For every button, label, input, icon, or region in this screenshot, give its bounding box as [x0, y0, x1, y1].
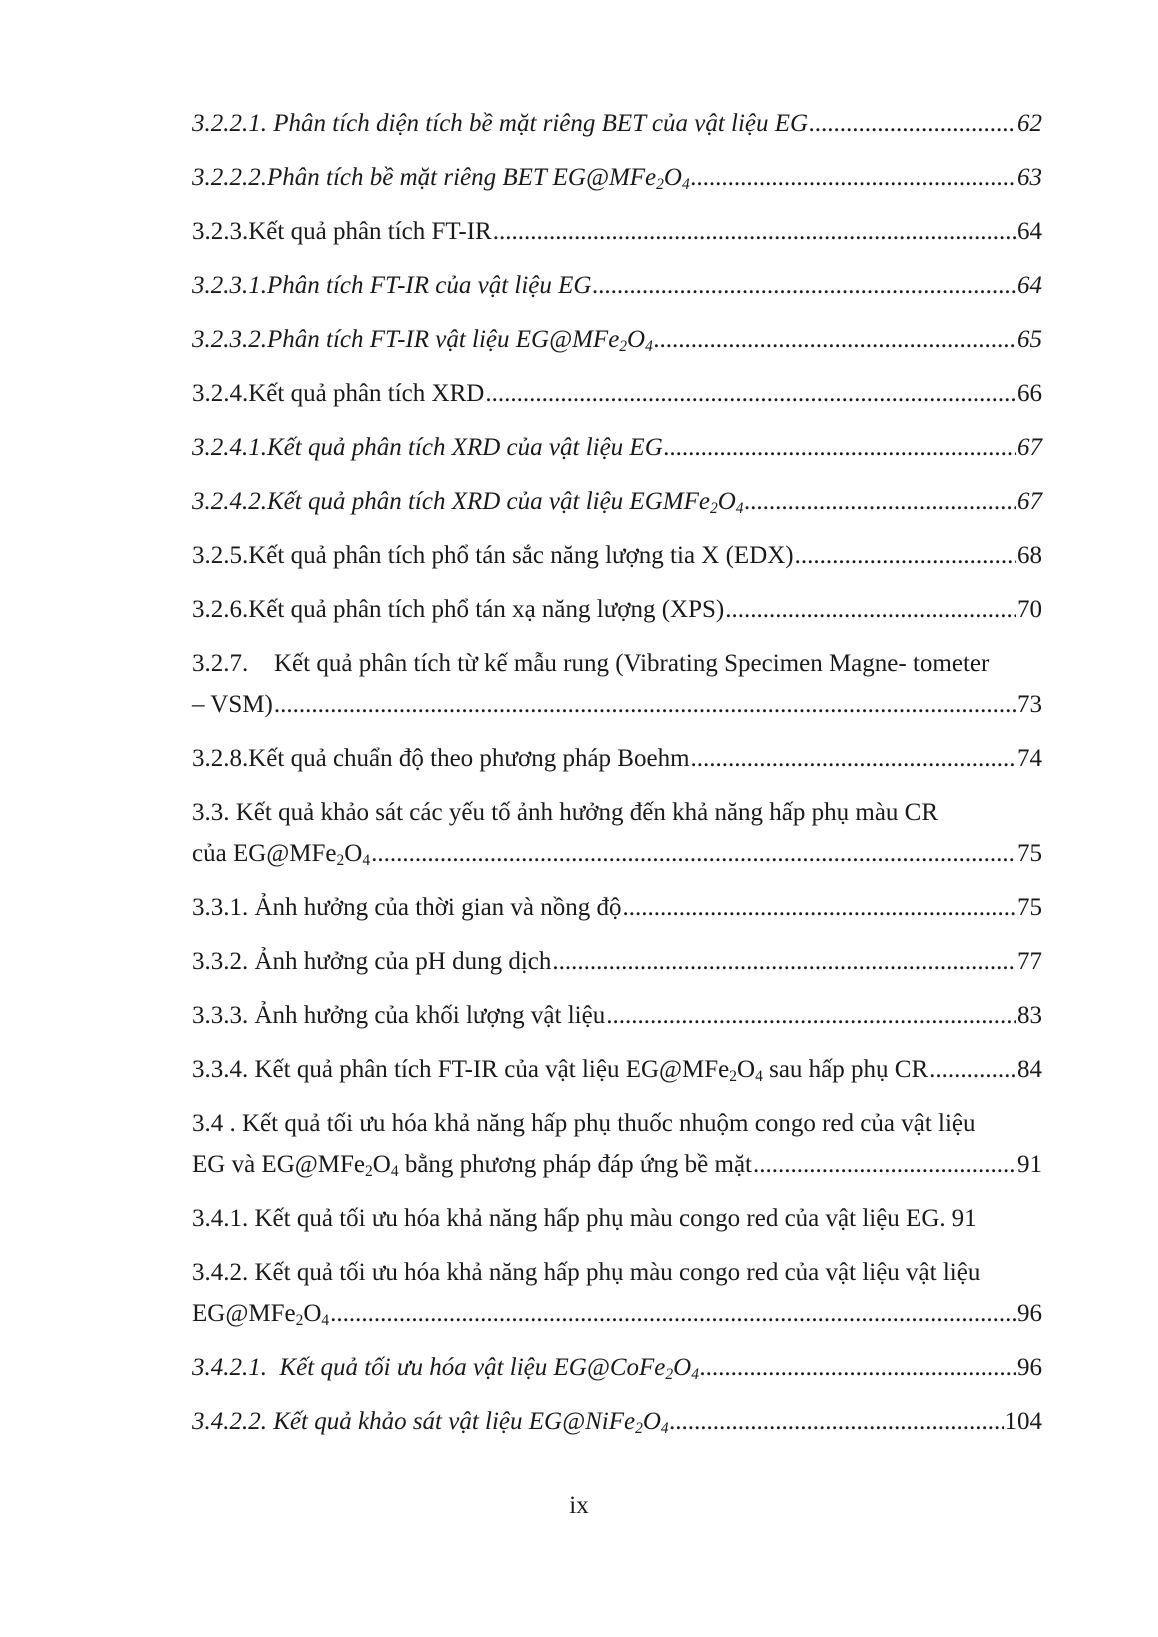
dot-leader [691, 157, 1016, 198]
toc-entry[interactable] [192, 1347, 1042, 1388]
dot-leader [485, 373, 1016, 414]
toc-title: 3.4.2.1. Kết quả tối ưu hóa vật liệu $EG@CoFe_2O_4$ [192, 1354, 699, 1383]
toc-entry[interactable] [192, 643, 1042, 725]
toc-page: 67 [1017, 434, 1042, 461]
toc-entry[interactable] [192, 211, 1042, 252]
table-of-contents [192, 103, 1042, 1455]
dot-leader [664, 427, 1016, 468]
toc-entry[interactable] [192, 103, 1042, 144]
toc-title: 3.4 . Kết quả tối ưu hóa khả năng hấp phụ thuốc nhuộm congo red của vật liệu [192, 1110, 976, 1137]
dot-leader [592, 265, 1016, 306]
toc-number: 3.2.4. [192, 380, 249, 407]
toc-entry[interactable] [192, 319, 1042, 360]
toc-title: Kết quả phân tích phổ tán xạ năng lượng (XPS) [248, 596, 725, 623]
dot-leader [795, 535, 1016, 576]
toc-title: 3.4.1. Kết quả tối ưu hóa khả năng hấp phụ màu congo red của vật liệu EG. [192, 1205, 946, 1232]
dot-leader [623, 887, 1016, 928]
toc-entry[interactable] [192, 373, 1042, 414]
page-number: ix [569, 1492, 589, 1519]
toc-title: 3.3.2. Ảnh hưởng của pH dung dịch [192, 948, 552, 975]
dot-leader [371, 833, 1016, 874]
toc-title: 3.4.2.2. Kết quả khảo sát vật liệu $EG@NiFe_2O_4$ [192, 1408, 669, 1437]
toc-page: 70 [1017, 596, 1042, 623]
toc-title: 3.2.4.2.Kết quả phân tích XRD của vật liệu $EGMFe_2O_4$ [192, 488, 744, 517]
toc-title: 3.2.3.1.Phân tích FT-IR của vật liệu EG [192, 272, 592, 299]
toc-title-cont: $EG@MFe_2O_4$ [192, 1300, 330, 1329]
toc-entry[interactable] [192, 535, 1042, 576]
toc-number: 3.2.6. [192, 596, 249, 623]
toc-entry[interactable] [192, 792, 1042, 874]
toc-title: 3.3. Kết quả khảo sát các yếu tố ảnh hưởng đến khả năng hấp phụ màu CR [192, 799, 939, 826]
dot-leader [809, 103, 1016, 144]
toc-title: Kết quả phân tích FT-IR [248, 218, 492, 245]
toc-page: 96 [1017, 1300, 1042, 1327]
toc-title: 3.3.1. Ảnh hưởng của thời gian và nồng độ [192, 894, 622, 921]
toc-entry[interactable] [192, 1103, 1042, 1185]
toc-entry[interactable] [192, 887, 1042, 928]
toc-page: 91 [951, 1205, 977, 1232]
toc-entry[interactable] [192, 1198, 1042, 1239]
toc-page: 66 [1017, 380, 1042, 407]
dot-leader [654, 319, 1016, 360]
toc-entry[interactable] [192, 1049, 1042, 1090]
toc-entry[interactable] [192, 427, 1042, 468]
dot-leader [691, 738, 1016, 779]
toc-page: 74 [1017, 745, 1042, 772]
toc-title: Kết quả phân tích từ kế mẫu rung (Vibrating Specimen Magne- tometer [274, 650, 990, 677]
toc-title: 3.2.3.2.Phân tích FT-IR vật liệu $EG@MFe_2O_4$ [192, 326, 653, 355]
toc-title: 3.2.4.1.Kết quả phân tích XRD của vật liệu EG [192, 434, 663, 461]
toc-page: 67 [1017, 488, 1042, 515]
toc-entry[interactable] [192, 265, 1042, 306]
toc-page: 77 [1017, 948, 1042, 975]
dot-leader [274, 684, 1016, 725]
toc-entry[interactable] [192, 941, 1042, 982]
dot-leader [700, 1347, 1016, 1388]
toc-title: Kết quả phân tích XRD [248, 380, 485, 407]
toc-page: 91 [1017, 1151, 1042, 1178]
toc-entry[interactable] [192, 157, 1042, 198]
toc-page: 96 [1017, 1354, 1042, 1381]
toc-entry[interactable] [192, 1252, 1042, 1334]
dot-leader [929, 1049, 1016, 1090]
toc-page: 65 [1017, 326, 1042, 353]
dot-leader [552, 941, 1016, 982]
toc-number: 3.2.7. [192, 650, 249, 677]
dot-leader [606, 995, 1016, 1036]
toc-entry[interactable] [192, 481, 1042, 522]
toc-title-cont: EG và $EG@MFe_2O_4$ bằng phương pháp đáp ứng bề mặt [192, 1151, 753, 1180]
toc-entry[interactable] [192, 995, 1042, 1036]
toc-page: 83 [1017, 1002, 1042, 1029]
toc-entry[interactable] [192, 1401, 1042, 1442]
toc-title: 3.3.3. Ảnh hưởng của khối lượng vật liệu [192, 1002, 606, 1029]
dot-leader [753, 1144, 1016, 1185]
toc-page: 84 [1017, 1056, 1042, 1083]
dot-leader [330, 1293, 1016, 1334]
toc-title: Kết quả chuẩn độ theo phương pháp Boehm [248, 745, 690, 772]
toc-title: 3.2.2.2.Phân tích bề mặt riêng BET $EG@MFe_2O_4$ [192, 164, 690, 193]
toc-page: 63 [1017, 164, 1042, 191]
toc-number: 3.2.8. [192, 745, 249, 772]
toc-page: 62 [1017, 110, 1042, 137]
toc-page: 73 [1017, 691, 1042, 718]
toc-page: 64 [1017, 272, 1042, 299]
toc-title: 3.3.4. Kết quả phân tích FT-IR của vật liệu $EG@MFe_2O_4$ sau hấp phụ CR [192, 1056, 929, 1085]
toc-title: 3.2.2.1. Phân tích diện tích bề mặt riêng BET của vật liệu EG [192, 110, 809, 137]
toc-page: 75 [1017, 840, 1042, 867]
toc-title-cont: của $EG@MFe_2O_4$ [192, 840, 371, 869]
toc-page: 64 [1017, 218, 1042, 245]
toc-number: 3.2.3. [192, 218, 249, 245]
toc-number: 3.2.5. [192, 542, 249, 569]
toc-page: 75 [1017, 894, 1042, 921]
toc-title: 3.4.2. Kết quả tối ưu hóa khả năng hấp phụ màu congo red của vật liệu vật liệu [192, 1259, 981, 1286]
dot-leader [493, 211, 1016, 252]
dot-leader [670, 1401, 1004, 1442]
toc-entry[interactable] [192, 589, 1042, 630]
toc-entry[interactable] [192, 738, 1042, 779]
toc-title: Kết quả phân tích phổ tán sắc năng lượng tia X (EDX) [248, 542, 794, 569]
toc-page: 104 [1004, 1408, 1042, 1435]
toc-title-cont: – VSM) [192, 691, 273, 718]
dot-leader [725, 589, 1016, 630]
dot-leader [745, 481, 1016, 522]
toc-page: 68 [1017, 542, 1042, 569]
